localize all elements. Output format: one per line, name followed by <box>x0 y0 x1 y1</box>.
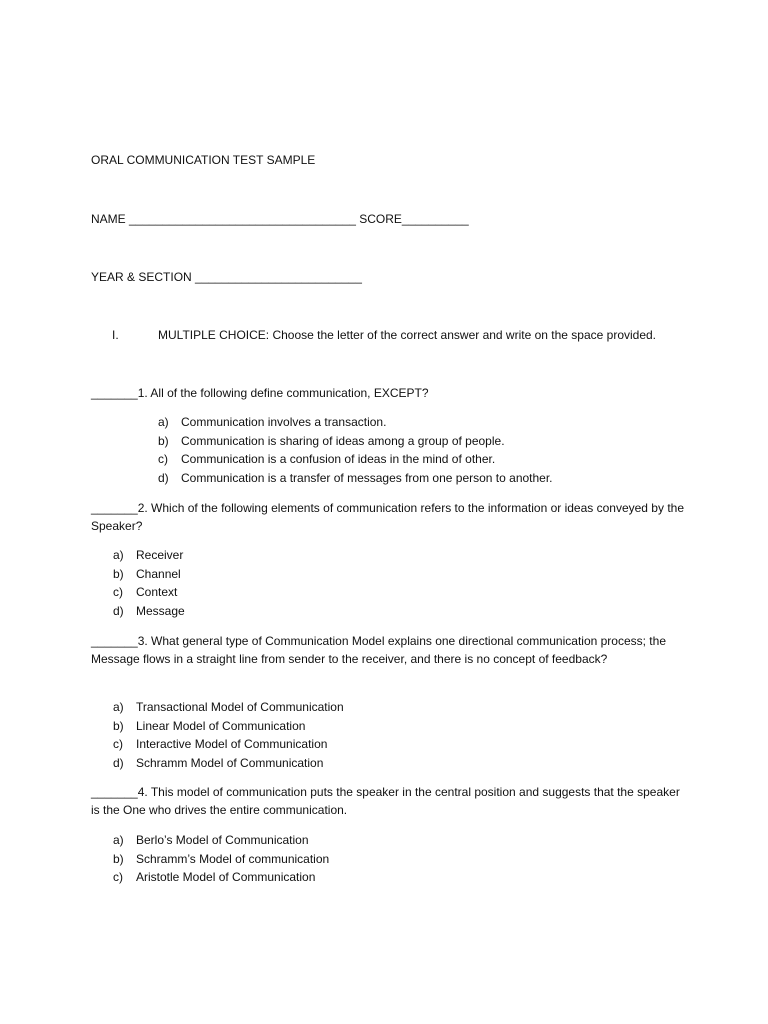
option-text: Schramm Model of Communication <box>136 756 324 771</box>
option-letter: c) <box>158 452 168 467</box>
option-text: Aristotle Model of Communication <box>136 870 316 885</box>
name-score-line: NAME __________________________________ SCORE__________ <box>91 212 469 226</box>
option-letter: c) <box>113 585 123 600</box>
option-text: Communication is a transfer of messages from one person to another. <box>181 471 553 486</box>
option-text: Communication involves a transaction. <box>181 415 387 429</box>
option-letter: c) <box>113 870 123 885</box>
option-letter: b) <box>158 433 169 448</box>
option-text: Channel <box>136 566 181 581</box>
option-letter: b) <box>113 851 124 866</box>
question-3-stem: _______3. What general type of Communication Model explains one directional communication process; the Message flows in a straight line from sender to the receiver, and there is no concept of feedback? <box>91 634 666 666</box>
option-letter: b) <box>113 718 124 733</box>
question-2-stem: _______2. Which of the following elements of communication refers to the information or ideas conveyed by the Speaker? <box>91 501 684 533</box>
option-text: Schramm’s Model of communication <box>136 851 330 866</box>
question-1-stem: _______1. All of the following define communication, EXCEPT? <box>91 386 429 400</box>
option-letter: d) <box>113 756 124 771</box>
option-text: Message <box>136 604 185 619</box>
year-section-line: YEAR & SECTION _________________________ <box>91 270 362 284</box>
option-letter: c) <box>113 737 123 752</box>
option-letter: d) <box>113 604 124 619</box>
section-instruction: MULTIPLE CHOICE: Choose the letter of the correct answer and write on the space provided. <box>158 328 657 342</box>
option-text: Receiver <box>136 548 184 562</box>
option-text: Interactive Model of Communication <box>136 737 328 752</box>
option-text: Communication is sharing of ideas among a group of people. <box>181 433 505 448</box>
question-4-stem: _______4. This model of communication puts the speaker in the central position and suggests that the speaker is the One who drives the entire communication. <box>91 785 680 817</box>
option-letter: a) <box>158 415 169 429</box>
option-letter: d) <box>158 471 169 486</box>
option-text: Transactional Model of Communication <box>136 700 344 714</box>
option-text: Communication is a confusion of ideas in the mind of other. <box>181 452 496 467</box>
section-number: I. <box>112 328 119 342</box>
document-title: ORAL COMMUNICATION TEST SAMPLE <box>91 153 316 167</box>
option-letter: a) <box>113 833 124 847</box>
option-letter: a) <box>113 548 124 562</box>
option-letter: b) <box>113 566 124 581</box>
option-letter: a) <box>113 700 124 714</box>
option-text: Linear Model of Communication <box>136 718 306 733</box>
option-text: Context <box>136 585 178 600</box>
option-text: Berlo’s Model of Communication <box>136 833 309 847</box>
